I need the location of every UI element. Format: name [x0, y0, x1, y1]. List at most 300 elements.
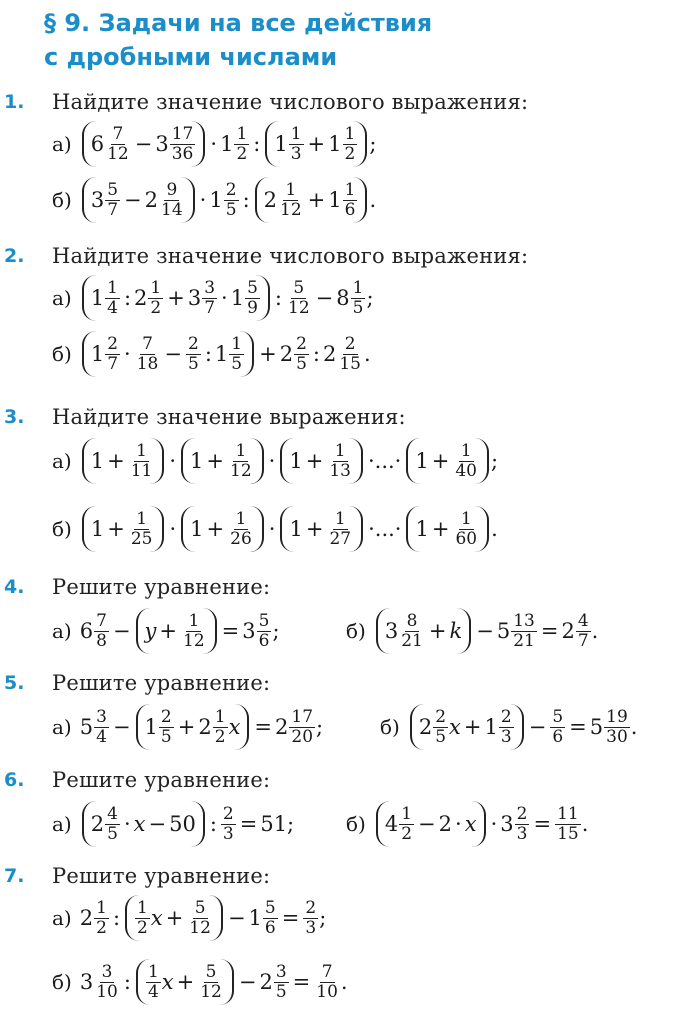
operator: : [253, 132, 261, 156]
denominator: 7 [577, 630, 589, 651]
numerator: 5 [264, 897, 276, 918]
denominator: 5 [296, 353, 307, 374]
denominator: 3 [290, 143, 302, 164]
operator: + [107, 517, 125, 541]
denominator: 40 [455, 460, 477, 481]
fraction [135, 335, 161, 374]
operator: ·...· [368, 517, 402, 541]
numerator: 1 [352, 277, 364, 298]
whole-part: 2 [322, 342, 337, 366]
math-text: . [364, 342, 371, 366]
numerator: 1 [460, 508, 472, 529]
fraction [343, 125, 358, 164]
operator: · [221, 286, 228, 310]
operator: + [305, 449, 324, 473]
operator: − [164, 342, 182, 366]
denominator: 5 [107, 823, 118, 844]
denominator: 3 [305, 917, 317, 938]
denominator: 36 [171, 143, 194, 164]
whole-part: 3 [384, 619, 399, 643]
fraction [289, 708, 315, 747]
numerator: 7 [112, 123, 124, 144]
mixed-number [385, 612, 426, 651]
numerator: 2 [187, 333, 199, 354]
whole-part: 2 [198, 715, 212, 739]
denominator: 12 [107, 143, 129, 164]
fraction [94, 612, 109, 651]
problem-number: 1. [4, 91, 25, 113]
fraction [202, 279, 217, 318]
fraction [170, 125, 196, 164]
problem-number: 2. [4, 245, 25, 267]
whole-part: 1 [90, 286, 105, 310]
mixed-number [134, 899, 151, 938]
operator: − [476, 619, 494, 643]
mixed-number [274, 125, 304, 164]
math-text: 1 [415, 449, 429, 473]
numerator: 2 [516, 803, 528, 824]
numerator: 1 [334, 440, 346, 461]
denominator: 2 [137, 917, 148, 938]
mixed-number [145, 708, 175, 747]
denominator: 12 [230, 460, 252, 481]
whole-part: 3 [242, 619, 256, 643]
whole-part: 2 [561, 619, 575, 643]
mixed-number [134, 335, 162, 374]
operator: : [242, 188, 250, 212]
numerator: 1 [231, 333, 243, 354]
math-text: . [630, 715, 638, 739]
operator: + [107, 449, 125, 473]
mixed-number [452, 442, 480, 481]
mixed-number [197, 963, 225, 1002]
whole-part: 2 [79, 906, 94, 930]
mixed-number [145, 963, 162, 1002]
operator: · [199, 188, 207, 212]
fraction [351, 279, 366, 318]
numerator: 1 [460, 440, 472, 461]
parenthesized-group [136, 608, 217, 654]
math-text: 1 [90, 517, 105, 541]
denominator: 2 [236, 143, 248, 164]
numerator: 1 [290, 123, 302, 144]
whole-part: 1 [274, 132, 288, 156]
operator: · [169, 517, 177, 541]
parenthesized-group [82, 801, 205, 847]
problem-part-b [346, 799, 588, 849]
numerator: 17 [171, 123, 194, 144]
mixed-number [145, 181, 186, 220]
denominator: 2 [150, 297, 162, 318]
fraction [105, 805, 120, 844]
mixed-number [275, 708, 316, 747]
denominator: 12 [288, 297, 310, 318]
operator: · [123, 812, 131, 836]
whole-part: 4 [384, 812, 399, 836]
operator: − [112, 619, 131, 643]
operator: · [455, 812, 462, 836]
math-text: ; [366, 286, 374, 310]
operator: : [209, 812, 217, 836]
operator: − [528, 715, 547, 739]
parenthesized-group [406, 438, 489, 484]
numerator: 3 [101, 961, 113, 982]
math-text: . [581, 812, 589, 836]
mixed-number [259, 963, 289, 1002]
math-expression [80, 801, 294, 847]
numerator: 5 [194, 897, 206, 918]
denominator: 2 [96, 917, 107, 938]
numerator: 1 [285, 179, 297, 200]
fraction [135, 899, 150, 938]
parenthesized-group [82, 438, 165, 484]
operator: + [307, 188, 326, 212]
operator: + [159, 619, 178, 643]
whole-part: 1 [144, 715, 158, 739]
fraction [303, 899, 318, 938]
fraction [278, 181, 304, 220]
variable: x [133, 812, 146, 836]
fraction [294, 335, 309, 374]
mixed-number [128, 442, 156, 481]
whole-part: 1 [328, 188, 342, 212]
math-text: 51; [260, 812, 295, 836]
part-label: а) [52, 906, 72, 930]
operator: + [177, 715, 196, 739]
numerator: 2 [435, 706, 447, 727]
numerator: 1 [235, 440, 247, 461]
numerator: 2 [296, 333, 307, 354]
problem-part-b [52, 957, 348, 1007]
problem-part-b [52, 504, 498, 554]
numerator: 4 [577, 610, 589, 631]
numerator: 2 [500, 706, 512, 727]
numerator: 7 [142, 333, 153, 354]
denominator: 10 [316, 981, 338, 1002]
parenthesized-group [82, 121, 206, 167]
fraction [433, 708, 448, 747]
fraction [94, 899, 109, 938]
mixed-number [280, 335, 310, 374]
denominator: 2 [214, 726, 226, 747]
math-expression [80, 506, 498, 552]
whole-part: 2 [144, 188, 159, 212]
operator: + [176, 970, 195, 994]
operator: = [221, 619, 240, 643]
denominator: 11 [130, 460, 153, 481]
fraction [159, 181, 185, 220]
math-expression [408, 704, 638, 750]
problem-part-b [52, 175, 376, 225]
part-label: б) [52, 517, 72, 541]
math-expression [80, 704, 323, 750]
denominator: 12 [183, 630, 205, 651]
math-text: 2 [438, 812, 453, 836]
operator: − [315, 286, 334, 310]
numerator: 5 [247, 277, 258, 298]
mixed-number [188, 279, 218, 318]
math-text: . [491, 517, 498, 541]
numerator: 1 [96, 897, 107, 918]
numerator: 1 [236, 123, 248, 144]
math-text: ; [272, 619, 280, 643]
problem-title: Решите уравнение: [52, 575, 271, 599]
problem-part-a [52, 273, 374, 323]
mixed-number [215, 335, 245, 374]
problem-number: 7. [4, 865, 25, 887]
parenthesized-group [376, 801, 486, 847]
denominator: 4 [107, 297, 118, 318]
fraction [499, 708, 514, 747]
whole-part: 1 [230, 286, 245, 310]
operator: · [169, 449, 177, 473]
operator: · [268, 449, 276, 473]
mixed-number [336, 279, 366, 318]
problem-title: Найдите значение числового выражения: [52, 90, 529, 114]
problem-title: Найдите значение выражения: [52, 405, 406, 429]
fraction [94, 963, 120, 1002]
fraction [327, 442, 353, 481]
denominator: 6 [552, 726, 564, 747]
fraction [129, 442, 155, 481]
whole-part: 8 [336, 286, 350, 310]
math-text: . [369, 188, 377, 212]
whole-part: 1 [214, 342, 229, 366]
part-label: а) [52, 619, 72, 643]
part-label: б) [346, 619, 366, 643]
operator: · [124, 342, 131, 366]
problem-title: Решите уравнение: [52, 864, 271, 888]
problem-part-b [380, 702, 637, 752]
numerator: 5 [107, 179, 119, 200]
math-expression [80, 177, 376, 223]
fraction [399, 612, 425, 651]
whole-part: 3 [79, 970, 94, 994]
math-text: . [340, 970, 348, 994]
fraction [515, 805, 530, 844]
mixed-number [220, 125, 250, 164]
fraction [289, 125, 304, 164]
part-label: б) [52, 342, 72, 366]
mixed-number [452, 510, 480, 549]
mixed-number [549, 708, 566, 747]
numerator: 3 [96, 706, 107, 727]
whole-part: 2 [263, 188, 278, 212]
math-text: . [591, 619, 599, 643]
math-expression [374, 801, 589, 847]
denominator: 13 [329, 460, 351, 481]
denominator: 12 [280, 199, 302, 220]
problem-part-a [52, 119, 376, 169]
operator: + [431, 449, 450, 473]
math-text: 1 [289, 517, 303, 541]
denominator: 3 [222, 823, 234, 844]
problem-part-b [346, 606, 598, 656]
mixed-number [91, 805, 121, 844]
denominator: 5 [187, 353, 199, 374]
operator: = [569, 715, 587, 739]
mixed-number [231, 279, 261, 318]
part-label: а) [52, 449, 72, 473]
numerator: 5 [258, 610, 270, 631]
numerator: 7 [96, 610, 107, 631]
fraction [129, 510, 155, 549]
mixed-number [313, 963, 341, 1002]
operator: : [274, 286, 282, 310]
math-text: ; [319, 906, 327, 930]
numerator: 1 [188, 610, 200, 631]
mixed-number [497, 612, 538, 651]
parenthesized-group [181, 506, 264, 552]
math-text: ; [369, 132, 377, 156]
mixed-number [249, 899, 279, 938]
denominator: 3 [516, 823, 528, 844]
numerator: 2 [160, 706, 172, 727]
mixed-number [91, 335, 121, 374]
operator: : [123, 970, 131, 994]
denominator: 2 [401, 823, 413, 844]
numerator: 3 [275, 961, 287, 982]
denominator: 5 [160, 726, 172, 747]
operator: + [259, 342, 277, 366]
numerator: 1 [147, 961, 159, 982]
part-label: б) [52, 188, 72, 212]
fraction [257, 612, 272, 651]
numerator: 2 [344, 333, 356, 354]
denominator: 4 [96, 726, 107, 747]
denominator: 12 [189, 917, 211, 938]
whole-part: 1 [90, 342, 105, 366]
variable: x [150, 906, 163, 930]
numerator: 1 [136, 440, 147, 461]
parenthesized-group [125, 895, 223, 941]
variable: k [449, 619, 463, 643]
denominator: 20 [291, 726, 314, 747]
denominator: 18 [136, 353, 159, 374]
numerator: 1 [107, 277, 118, 298]
part-label: б) [380, 715, 400, 739]
operator: · [268, 517, 276, 541]
mixed-number [80, 612, 110, 651]
operator: = [254, 715, 273, 739]
whole-part: 2 [279, 342, 294, 366]
whole-part: 1 [248, 906, 262, 930]
section-title-line1: § 9. Задачи на все действия [44, 9, 433, 37]
fraction [604, 708, 630, 747]
operator: = [239, 812, 258, 836]
denominator: 3 [500, 726, 512, 747]
fraction [187, 899, 213, 938]
parenthesized-group [265, 121, 367, 167]
operator: · [210, 132, 218, 156]
numerator: 1 [401, 803, 413, 824]
whole-part: 1 [220, 132, 234, 156]
parenthesized-group [376, 608, 471, 654]
denominator: 5 [352, 297, 364, 318]
mixed-number [500, 805, 530, 844]
denominator: 7 [107, 199, 119, 220]
section-title [44, 6, 644, 74]
denominator: 2 [344, 143, 356, 164]
whole-part: 3 [90, 188, 105, 212]
denominator: 9 [247, 297, 258, 318]
mixed-number [485, 708, 515, 747]
operator: = [281, 906, 300, 930]
math-text: 1 [190, 517, 204, 541]
operator: = [533, 812, 552, 836]
fraction [234, 125, 249, 164]
fraction [327, 510, 353, 549]
math-text: ; [316, 715, 324, 739]
numerator: 13 [513, 610, 535, 631]
whole-part: 6 [79, 619, 94, 643]
denominator: 21 [513, 630, 535, 651]
operator: − [238, 970, 257, 994]
mixed-number [155, 125, 196, 164]
fraction [286, 279, 312, 318]
mixed-number [198, 708, 228, 747]
mixed-number [419, 708, 449, 747]
mixed-number [80, 708, 110, 747]
denominator: 15 [557, 823, 579, 844]
operator: + [165, 906, 184, 930]
parenthesized-group [136, 959, 234, 1005]
denominator: 6 [258, 630, 270, 651]
operator: = [292, 970, 311, 994]
whole-part: 1 [484, 715, 498, 739]
denominator: 7 [107, 353, 119, 374]
numerator: 1 [214, 706, 226, 727]
problem-part-b [52, 329, 371, 379]
math-expression [80, 895, 327, 941]
fraction [186, 335, 201, 374]
math-text: 1 [415, 517, 429, 541]
variable: x [449, 715, 461, 739]
numerator: 1 [344, 179, 356, 200]
parenthesized-group [280, 506, 363, 552]
problem-title: Решите уравнение: [52, 768, 271, 792]
fraction [453, 442, 479, 481]
numerator: 5 [552, 706, 564, 727]
math-expression [80, 121, 377, 167]
math-expression [80, 331, 371, 377]
parenthesized-group [255, 177, 368, 223]
numerator: 5 [293, 277, 305, 298]
mixed-number [227, 442, 255, 481]
numerator: 8 [406, 610, 418, 631]
fraction [550, 708, 565, 747]
mixed-number [323, 335, 364, 374]
mixed-number [264, 181, 305, 220]
denominator: 25 [130, 528, 153, 549]
mixed-number [328, 125, 358, 164]
denominator: 14 [161, 199, 183, 220]
numerator: 2 [225, 179, 237, 200]
whole-part: 5 [589, 715, 604, 739]
denominator: 15 [339, 353, 361, 374]
mixed-number [128, 510, 156, 549]
mixed-number [561, 612, 591, 651]
part-label: а) [52, 715, 72, 739]
parenthesized-group [136, 704, 250, 750]
fraction [198, 963, 224, 1002]
fraction [399, 805, 414, 844]
whole-part: 2 [90, 812, 105, 836]
numerator: 1 [137, 897, 148, 918]
fraction [453, 510, 479, 549]
denominator: 5 [275, 981, 287, 1002]
whole-part: 2 [259, 970, 273, 994]
